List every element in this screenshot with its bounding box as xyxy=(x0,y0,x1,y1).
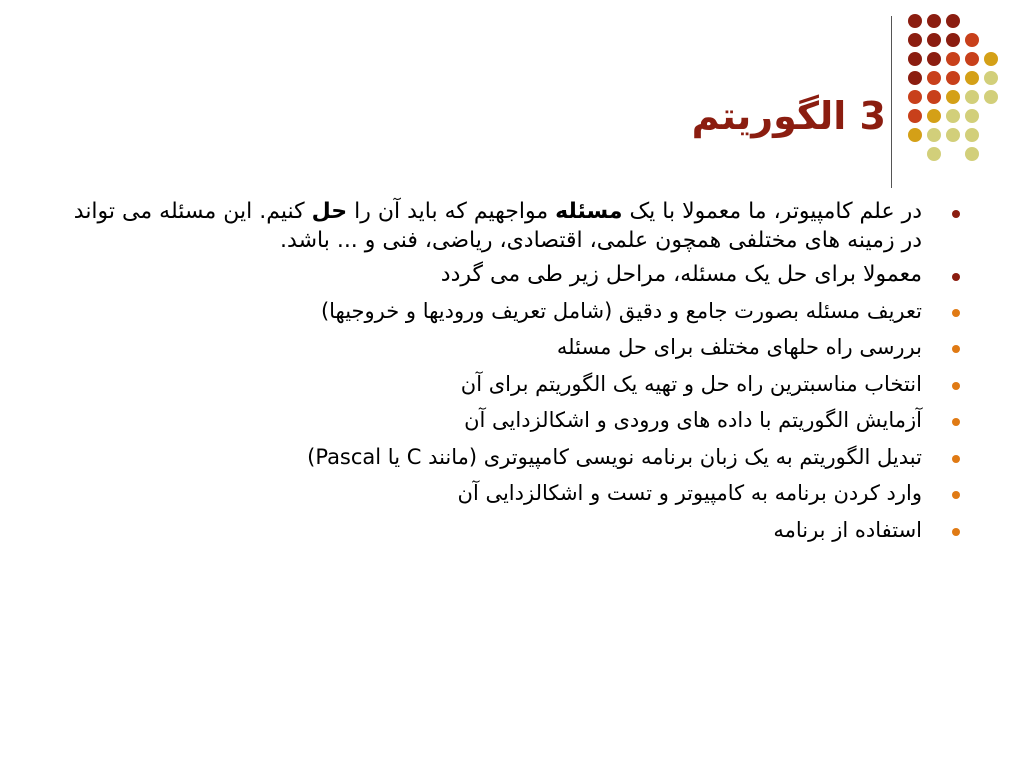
bullet-item-steps-intro xyxy=(60,261,964,290)
decorative-dot xyxy=(946,71,960,85)
sub-bullet-item xyxy=(60,296,964,328)
sub-bullet-item xyxy=(60,442,964,474)
bullet-list xyxy=(60,198,964,546)
bullet-text-emphasis-solve: حل xyxy=(311,199,348,224)
sub-bullet-text: تبدیل الگوریتم به یک زبان برنامه نویسی کامپیوتری (مانند C یا Pascal) xyxy=(307,444,922,469)
decorative-dot xyxy=(946,128,960,142)
decorative-dot xyxy=(927,147,941,161)
sub-bullet-dot-icon xyxy=(952,418,960,426)
decorative-dot xyxy=(946,14,960,28)
bullet-text-segment: در علم کامپیوتر، ما معمولا با یک xyxy=(622,199,922,224)
decorative-dot xyxy=(946,33,960,47)
bullet-dot-icon xyxy=(952,273,960,281)
decorative-dot xyxy=(927,90,941,104)
decorative-dot xyxy=(927,128,941,142)
decorative-dot xyxy=(908,90,922,104)
decorative-dot xyxy=(946,109,960,123)
decorative-dot xyxy=(965,52,979,66)
decorative-dot xyxy=(984,71,998,85)
decorative-dot xyxy=(908,52,922,66)
sub-bullet-dot-icon xyxy=(952,382,960,390)
bullet-text-segment: کنیم. این مسئله می تواند در زمینه های مختلفی همچون علمی، اقتصادی، ریاضی، فنی و ... باشد. xyxy=(73,199,922,253)
bullet-text xyxy=(74,199,922,253)
decorative-dot xyxy=(946,52,960,66)
decorative-dot xyxy=(927,109,941,123)
sub-bullet-text: وارد کردن برنامه به کامپیوتر و تست و اشکالزدایی آن xyxy=(457,481,922,506)
decorative-dot xyxy=(908,14,922,28)
decorative-dot xyxy=(908,128,922,142)
decorative-dot xyxy=(908,109,922,123)
sub-bullet-item xyxy=(60,515,964,547)
sub-bullet-dot-icon xyxy=(952,491,960,499)
bullet-text: معمولا برای حل یک مسئله، مراحل زیر طی می گردد xyxy=(440,262,922,288)
sub-bullet-text: آزمایش الگوریتم با داده های ورودی و اشکالزدایی آن xyxy=(464,408,922,433)
sub-bullet-item xyxy=(60,369,964,401)
sub-bullet-text: استفاده از برنامه xyxy=(773,517,922,542)
decorative-dot xyxy=(965,109,979,123)
bullet-text-emphasis-problem: مسئله xyxy=(555,199,623,224)
sub-bullet-item xyxy=(60,332,964,364)
bullet-text-segment: مواجهیم که باید آن را xyxy=(347,199,556,224)
decorative-dot xyxy=(927,52,941,66)
sub-bullet-dot-icon xyxy=(952,528,960,536)
slide-content xyxy=(60,198,964,551)
decorative-dot xyxy=(965,90,979,104)
sub-bullet-dot-icon xyxy=(952,345,960,353)
sub-bullet-text: انتخاب مناسبترین راه حل و تهیه یک الگوریتم برای آن xyxy=(460,371,922,396)
decorative-dot xyxy=(927,14,941,28)
bullet-item-problem-definition xyxy=(60,198,964,255)
sub-bullet-item xyxy=(60,405,964,437)
decorative-dot-grid xyxy=(908,14,1008,164)
sub-bullet-dot-icon xyxy=(952,309,960,317)
sub-bullet-item xyxy=(60,478,964,510)
decorative-dot xyxy=(984,90,998,104)
decorative-dot xyxy=(965,147,979,161)
sub-bullet-text: تعریف مسئله بصورت جامع و دقیق (شامل تعریف ورودیها و خروجیها) xyxy=(320,298,922,323)
slide-title: 3 الگوریتم xyxy=(691,94,886,138)
decorative-dot xyxy=(965,33,979,47)
decorative-dot xyxy=(927,33,941,47)
sub-bullet-dot-icon xyxy=(952,455,960,463)
decorative-dot xyxy=(927,71,941,85)
decorative-dot xyxy=(984,52,998,66)
sub-bullet-text: بررسی راه حلهای مختلف برای حل مسئله xyxy=(556,335,922,360)
bullet-dot-icon xyxy=(952,210,960,218)
decorative-dot xyxy=(946,90,960,104)
decorative-dot xyxy=(908,33,922,47)
decorative-dot xyxy=(965,128,979,142)
decorative-dot xyxy=(908,71,922,85)
vertical-divider xyxy=(891,16,892,188)
decorative-dot xyxy=(965,71,979,85)
